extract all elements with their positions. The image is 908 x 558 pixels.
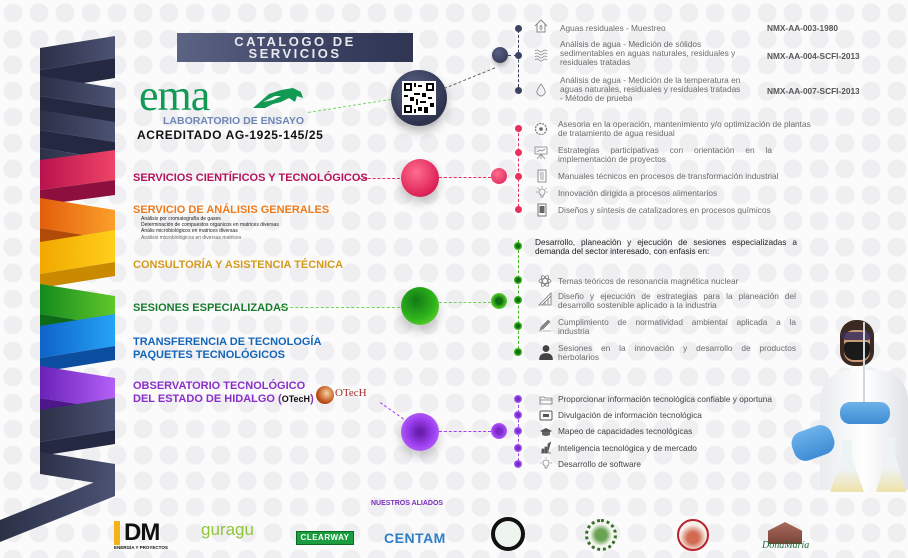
category-line: PAQUETES TECNOLÓGICOS: [133, 349, 285, 361]
observatory-node: [491, 423, 507, 439]
dm-logo-caption: ENERGÍA Y PROYECTOS: [114, 545, 168, 550]
sessions-bullet: [514, 322, 522, 330]
observatory-bullet: [514, 395, 522, 403]
category-consulting[interactable]: CONSULTORÍA Y ASISTENCIA TÉCNICA: [133, 259, 344, 271]
subitem: Determinación de compuestos organicos en matrices diversas: [141, 222, 279, 229]
scientific-bullet: [515, 125, 522, 132]
accreditation-number: ACREDITADO AG-1925-145/25: [137, 128, 324, 142]
pipette: [863, 322, 865, 412]
text-line: de tratamiento de agua residual: [558, 128, 675, 138]
sessions-item-1: Temas teóricos de resonancia magnética nuclear: [558, 276, 739, 286]
lab-subtitle: LABORATORIO DE ENSAYO: [163, 115, 304, 127]
connector-sessions-left: [280, 307, 400, 308]
tablet-icon: [535, 203, 549, 217]
sessions-item-4: [558, 344, 796, 362]
text-line: Análisis de agua - Medición de la temperatura en: [560, 75, 741, 85]
observatory-item-2: Divulgación de información tecnológica: [558, 410, 702, 420]
norms-timeline: [518, 30, 519, 92]
norms-bullet: [515, 52, 522, 59]
text-line: Estrategias participativas con orientación en la: [558, 145, 772, 155]
monitor-icon: [539, 409, 553, 423]
category-line: [133, 393, 314, 406]
eagle-logo-icon: [251, 84, 305, 110]
scientific-item-1: [558, 120, 811, 138]
observatory-item-5: Desarrollo de software: [558, 459, 642, 469]
connector-observatory-right: [439, 431, 491, 432]
chart-icon: [539, 441, 553, 455]
ally-logo-clearway[interactable]: [296, 531, 354, 545]
ally-logo-michi[interactable]: [677, 519, 709, 551]
catalog-title-line2: SERVICIOS: [248, 46, 342, 61]
ally-logo-circle-1[interactable]: [491, 517, 525, 551]
triangle-ruler-icon: [538, 292, 552, 306]
catalog-title-line1: CATALOGO DE: [234, 34, 356, 49]
norm-item-2-text: [560, 40, 735, 67]
category-line: TRANSFERENCIA DE TECNOLOGÍA: [133, 336, 322, 348]
ally-logo-centam[interactable]: CENTAM: [384, 530, 446, 546]
scientific-services-sphere[interactable]: [401, 159, 439, 197]
observatory-item-3: Mapeo de capacidades tecnológicas: [558, 426, 693, 436]
text-line: demanda del sector interesado, con enfasis en:: [535, 246, 710, 256]
sessions-item-3: [558, 318, 796, 336]
face-mask: [844, 342, 870, 360]
observatory-item-1: Proporcionar información tecnológica confiable y oportuna: [558, 394, 773, 404]
scientific-bullet: [515, 173, 522, 180]
norm-item-3-code: NMX-AA-007-SCFI-2013: [767, 86, 860, 96]
category-observatory[interactable]: [133, 380, 314, 406]
text-line: Cumplimiento de normatividad ambiental aplicada a la: [558, 317, 796, 327]
norms-node: [492, 47, 508, 63]
scientific-item-2: [558, 146, 772, 164]
otech-logo-text: OTecH: [335, 387, 367, 399]
bulb-gear-icon: [539, 457, 553, 471]
text-line: herbolarios: [558, 352, 600, 362]
text-line: residuales tratadas: [560, 57, 631, 67]
scientific-item-4: Innovación dirigida a procesos alimentarios: [558, 188, 718, 198]
norm-item-1-text: Aguas residuales - Muestreo: [560, 23, 666, 33]
dona-maria-caption: DoñaMaría: [762, 540, 810, 551]
norms-bullet: [515, 87, 522, 94]
text-line: implementación de proyectos: [558, 154, 666, 164]
text-line: - Método de prueba: [560, 93, 633, 103]
category-technology-transfer[interactable]: [133, 336, 321, 362]
qr-code-sphere[interactable]: [391, 70, 447, 126]
house-water-icon: [534, 19, 548, 33]
otech-logo-swirl-icon: [316, 386, 334, 404]
manual-icon: [535, 169, 549, 183]
otech-abbrev: OTecH: [281, 394, 311, 404]
subitem: Anális microbiológicos en matrices diversas: [141, 228, 238, 235]
sessions-node: [491, 293, 507, 309]
scientific-bullet: [515, 206, 522, 213]
pencil-icon: [538, 318, 552, 332]
subitem: Análisis por cromatografía de gases: [141, 216, 221, 222]
sessions-bullet: [514, 276, 522, 284]
text-line: desarrollo sostenible aplicado a la industria: [558, 300, 717, 310]
qr-code-icon: [402, 81, 436, 115]
norm-item-1-code: NMX-AA-003-1980: [767, 23, 839, 33]
text-line: aguas naturales, residuales y residuales tratadas: [560, 84, 741, 94]
drop-icon: [534, 83, 548, 97]
gear-circle-icon: [534, 122, 548, 136]
category-line-close: ): [310, 393, 314, 405]
observatory-bullet: [514, 427, 522, 435]
category-scientific-services[interactable]: SERVICIOS CIENTÍFICOS Y TECNOLÓGICOS: [133, 172, 368, 184]
scientific-item-3: Manuales técnicos en procesos de transformación industrial: [558, 171, 779, 181]
observatory-sphere[interactable]: [401, 413, 439, 451]
waves-icon: [534, 48, 548, 62]
text-line: Sesiones en la innovación y desarrollo de productos: [558, 343, 796, 353]
category-general-analysis[interactable]: SERVICIO DE ANÁLISIS GENERALES: [133, 204, 330, 216]
atom-icon: [538, 274, 552, 288]
norm-item-2-code: NMX-AA-004-SCFI-2013: [767, 51, 860, 61]
connector-sessions-right: [439, 302, 491, 303]
goggles: [842, 332, 872, 340]
scientific-node: [491, 168, 507, 184]
ema-logo: ema: [139, 71, 210, 120]
text-line: industria: [558, 326, 590, 336]
observatory-item-4: Inteligencia tecnológica y de mercado: [558, 443, 697, 453]
observatory-bullet: [514, 460, 522, 468]
connector-scientific-right: [439, 177, 491, 178]
otech-logo: [316, 384, 388, 406]
ribbon-spiral-graphic: [0, 0, 150, 558]
glove-right: [840, 402, 890, 424]
observatory-bullet: [514, 411, 522, 419]
text-line: sedimentables en aguas naturales, residuales y: [560, 48, 736, 58]
text-line: Desarrollo, planeación y ejecución de sesiones especializadas a: [535, 237, 797, 247]
ally-logo-guragu[interactable]: guragu: [201, 520, 254, 539]
ally-logo-circle-2[interactable]: [585, 519, 617, 551]
text-line: Asesoria en la operación, mantenimiento y/o optimización de plantas: [558, 119, 811, 129]
allies-title: NUESTROS ALIADOS: [371, 500, 444, 507]
scientist-photo: [790, 310, 908, 500]
catalog-title-banner: [177, 33, 413, 62]
sessions-bullet: [514, 348, 522, 356]
sessions-intro: [535, 238, 797, 256]
category-line-text: DEL ESTADO DE HIDALGO (: [133, 393, 282, 405]
general-analysis-subitems: [141, 216, 279, 241]
sessions-bullet: [514, 242, 522, 250]
graduation-cap-icon: [539, 425, 553, 439]
presentation-icon: [534, 146, 548, 160]
clearway-text: CLEARWAY: [300, 533, 350, 542]
scientific-bullet: [515, 149, 522, 156]
norm-item-3-text: [560, 76, 740, 103]
ally-logo-dona-maria[interactable]: [760, 516, 810, 554]
scientific-item-5: Diseños y síntesis de catalizadores en procesos químicos: [558, 205, 771, 215]
folder-icon: [539, 393, 553, 407]
sessions-bullet: [514, 296, 522, 304]
text-line: Análisis de agua - Medición de sólidos: [560, 39, 702, 49]
person-icon: [538, 344, 554, 360]
ally-logo-dm[interactable]: [114, 521, 170, 557]
sessions-item-2: [558, 292, 796, 310]
text-line: Diseño y ejecución de estrategias para la planeación del: [558, 291, 796, 301]
subitem: Análisis microbiológicos en diversas matrices: [141, 234, 242, 241]
lightbulb-icon: [535, 186, 549, 200]
sessions-sphere[interactable]: [401, 287, 439, 325]
dm-logo-mark: DM: [114, 521, 170, 545]
scientific-timeline: [518, 128, 519, 212]
observatory-bullet: [514, 444, 522, 452]
category-specialized-sessions[interactable]: SESIONES ESPECIALIZADAS: [133, 302, 289, 314]
category-line: OBSERVATORIO TECNOLÓGICO: [133, 380, 306, 392]
norms-bullet: [515, 25, 522, 32]
